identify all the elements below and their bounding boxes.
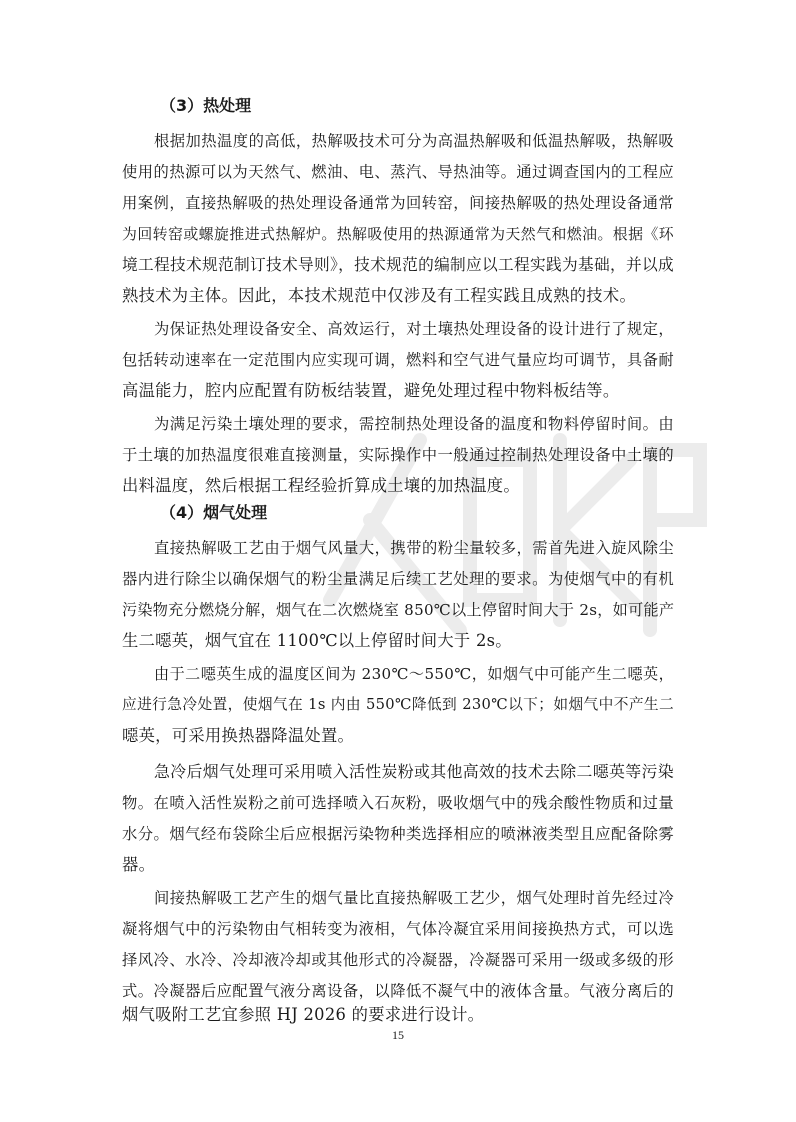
- section-heading-heat-treatment: （3）热处理: [160, 96, 252, 115]
- page-number: 15: [392, 1028, 404, 1042]
- paragraph-line: 器。: [122, 855, 156, 874]
- paragraph-line: 凝将烟气中的污染物由气相转变为液相，气体冷凝宜采用间接换热方式，可以选: [122, 920, 674, 938]
- paragraph-line: 烟气吸附工艺宜参照 HJ 2026 的要求进行设计。: [122, 1005, 485, 1024]
- paragraph-line: 为回转窑或螺旋推进式热解炉。热解吸使用的热源通常为天然气和燃油。根据《环: [122, 225, 674, 243]
- paragraph-line: 直接热解吸工艺由于烟气风量大，携带的粉尘量较多，需首先进入旋风除尘: [154, 539, 674, 557]
- paragraph-line: 间接热解吸工艺产生的烟气量比直接热解吸工艺少，烟气处理时首先经过冷: [154, 889, 674, 907]
- paragraph-line: 生二噁英，烟气宜在 1100℃以上停留时间大于 2s。: [122, 631, 512, 650]
- paragraph-line: 择风冷、水冷、冷却液冷却或其他形式的冷凝器，冷凝器可采用一级或多级的形: [122, 951, 674, 969]
- paragraph-line: 应进行急冷处置，使烟气在 1s 内由 550℃降低到 230℃以下；如烟气中不产生二: [122, 696, 674, 713]
- paragraph-line: 于土壤的加热温度很难直接测量，实际操作中一般通过控制热处理设备中土壤的: [122, 446, 674, 464]
- paragraph-line: 由于二噁英生成的温度区间为 230℃～550℃，如烟气中可能产生二噁英，: [154, 665, 674, 683]
- paragraph-line: 用案例，直接热解吸的热处理设备通常为回转窑，间接热解吸的热处理设备通常: [122, 194, 674, 212]
- section-heading-flue-gas-treatment: （4）烟气处理: [160, 503, 268, 522]
- paragraph-line: 为保证热处理设备安全、高效运行，对土壤热处理设备的设计进行了规定，: [154, 320, 674, 338]
- paragraph-line: 物。在喷入活性炭粉之前可选择喷入石灰粉，吸收烟气中的残余酸性物质和过量: [122, 794, 674, 812]
- paragraph-line: 包括转动速率在一定范围内应实现可调，燃料和空气进气量应均可调节，具备耐: [122, 351, 674, 369]
- paragraph-line: 噁英，可采用换热器降温处置。: [122, 726, 355, 745]
- paragraph-line: 式。冷凝器后应配置气液分离设备，以降低不凝气中的液体含量。气液分离后的: [122, 982, 674, 1000]
- paragraph-line: 根据加热温度的高低，热解吸技术可分为高温热解吸和低温热解吸，热解吸: [154, 132, 674, 150]
- paragraph-line: 污染物充分燃烧分解，烟气在二次燃烧室 850℃以上停留时间大于 2s，如可能产: [122, 601, 675, 619]
- paragraph-line: 水分。烟气经布袋除尘后应根据污染物种类选择相应的喷淋液类型且应配备除雾: [122, 825, 674, 843]
- paragraph-line: 熟技术为主体。因此，本技术规范中仅涉及有工程实践且成熟的技术。: [122, 286, 637, 305]
- paragraph-line: 器内进行除尘以确保烟气的粉尘量满足后续工艺处理的要求。为使烟气中的有机: [122, 570, 674, 588]
- paragraph-line: 使用的热源可以为天然气、燃油、电、蒸汽、导热油等。通过调查国内的工程应: [122, 163, 674, 181]
- paragraph-line: 境工程技术规范制订技术导则》，技术规范的编制应以工程实践为基础，并以成: [122, 255, 674, 274]
- paragraph-line: 出料温度，然后根据工程经验折算成土壤的加热温度。: [122, 476, 520, 495]
- paragraph-line: 高温能力，腔内应配置有防板结装置，避免处理过程中物料板结等。: [122, 381, 620, 400]
- paragraph-line: 急冷后烟气处理可采用喷入活性炭粉或其他高效的技术去除二噁英等污染: [154, 762, 674, 781]
- paragraph-line: 为满足污染土壤处理的要求，需控制热处理设备的温度和物料停留时间。由: [154, 415, 674, 433]
